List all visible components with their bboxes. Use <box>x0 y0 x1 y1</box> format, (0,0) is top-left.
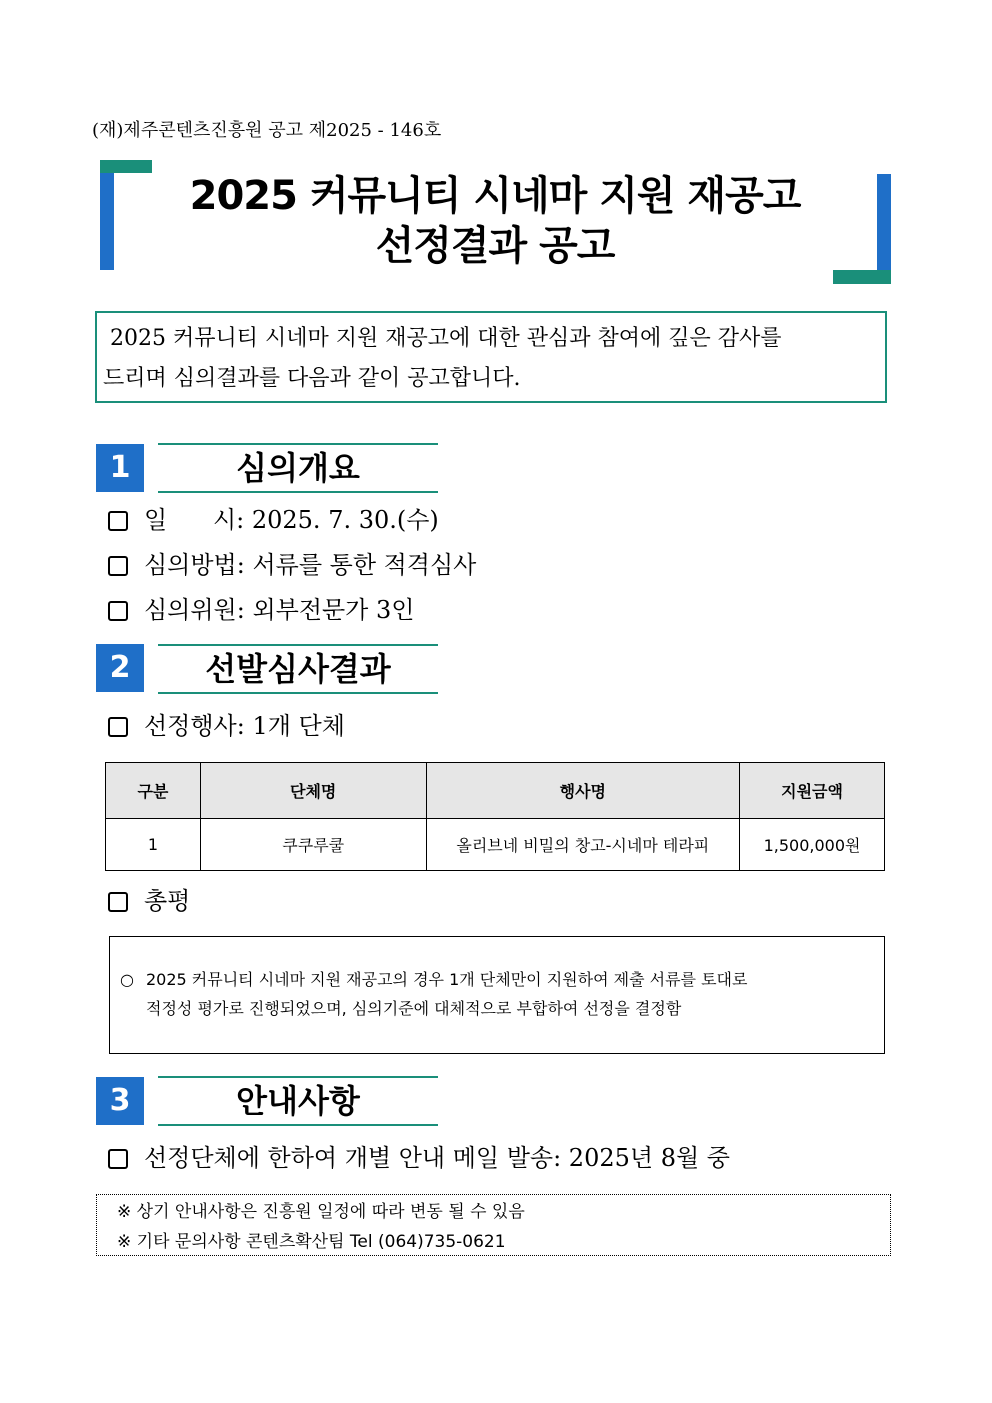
review-line2: 적정성 평가로 진행되었으며, 심의기준에 대체적으로 부합하여 선정을 결정함 <box>146 999 682 1018</box>
section-3-heading: 안내사항 <box>158 1076 438 1126</box>
section-2-bullet-selected: 선정행사: 1개 단체 <box>108 711 345 741</box>
checkbox-square-icon <box>108 717 128 737</box>
notes-box <box>96 1194 891 1256</box>
intro-line1: 2025 커뮤니티 시네마 지원 재공고에 대한 관심과 참여에 깊은 감사를 <box>103 326 782 351</box>
section-2-number: 2 <box>96 644 144 692</box>
table-header-cell: 지원금액 <box>740 763 885 819</box>
section-1-bullet-method: 심의방법: 서류를 통한 적격심사 <box>108 550 476 580</box>
section-3-bullet-mail: 선정단체에 한하여 개별 안내 메일 발송: 2025년 8월 중 <box>108 1143 730 1173</box>
note-line: ※ 상기 안내사항은 진흥원 일정에 따라 변동 될 수 있음 <box>117 1202 525 1222</box>
table-header-cell: 구분 <box>106 763 201 819</box>
title-frame-left-teal <box>100 160 152 173</box>
table-header-row <box>106 763 885 819</box>
section-1-bullet-members: 심의위원: 외부전문가 3인 <box>108 595 414 625</box>
review-box <box>109 936 885 1054</box>
title-frame-right-blue <box>877 174 891 284</box>
table-row <box>106 819 885 871</box>
table-cell: 1,500,000원 <box>740 819 885 871</box>
notice-number: (재)제주콘텐츠진흥원 공고 제2025 - 146호 <box>92 120 442 141</box>
checkbox-square-icon <box>108 892 128 912</box>
section-3-number: 3 <box>96 1077 144 1125</box>
table-header-cell: 행사명 <box>426 763 740 819</box>
intro-line2: 드리며 심의결과를 다음과 같이 공고합니다. <box>103 366 521 391</box>
section-1-heading: 심의개요 <box>158 443 438 493</box>
table-cell: 올리브네 비밀의 창고-시네마 테라피 <box>426 819 740 871</box>
section-1-number: 1 <box>96 444 144 492</box>
checkbox-square-icon <box>108 556 128 576</box>
checkbox-square-icon <box>108 601 128 621</box>
checkbox-square-icon <box>108 511 128 531</box>
table-header-cell: 단체명 <box>200 763 426 819</box>
intro-box <box>95 311 887 403</box>
note-line: ※ 기타 문의사항 콘텐츠확산팀 Tel (064)735-0621 <box>117 1232 506 1252</box>
circle-bullet-icon: ○ <box>120 970 134 989</box>
results-table <box>105 762 885 871</box>
section-2-heading: 선발심사결과 <box>158 644 438 694</box>
review-line1: ○ 2025 커뮤니티 시네마 지원 재공고의 경우 1개 단체만이 지원하여 제출 서류를 토대로 <box>120 965 874 994</box>
checkbox-square-icon <box>108 1149 128 1169</box>
table-cell: 쿠쿠루쿨 <box>200 819 426 871</box>
page-title-line1: 2025 커뮤니티 시네마 지원 재공고 <box>189 173 801 219</box>
title-frame-right-teal <box>833 270 891 284</box>
section-2-review-label: 총평 <box>108 886 190 916</box>
page-title-line2: 선정결과 공고 <box>375 223 615 269</box>
table-cell: 1 <box>106 819 201 871</box>
title-frame-left-blue <box>100 160 114 270</box>
section-1-bullet-date: 일 시: 2025. 7. 30.(수) <box>108 505 439 535</box>
